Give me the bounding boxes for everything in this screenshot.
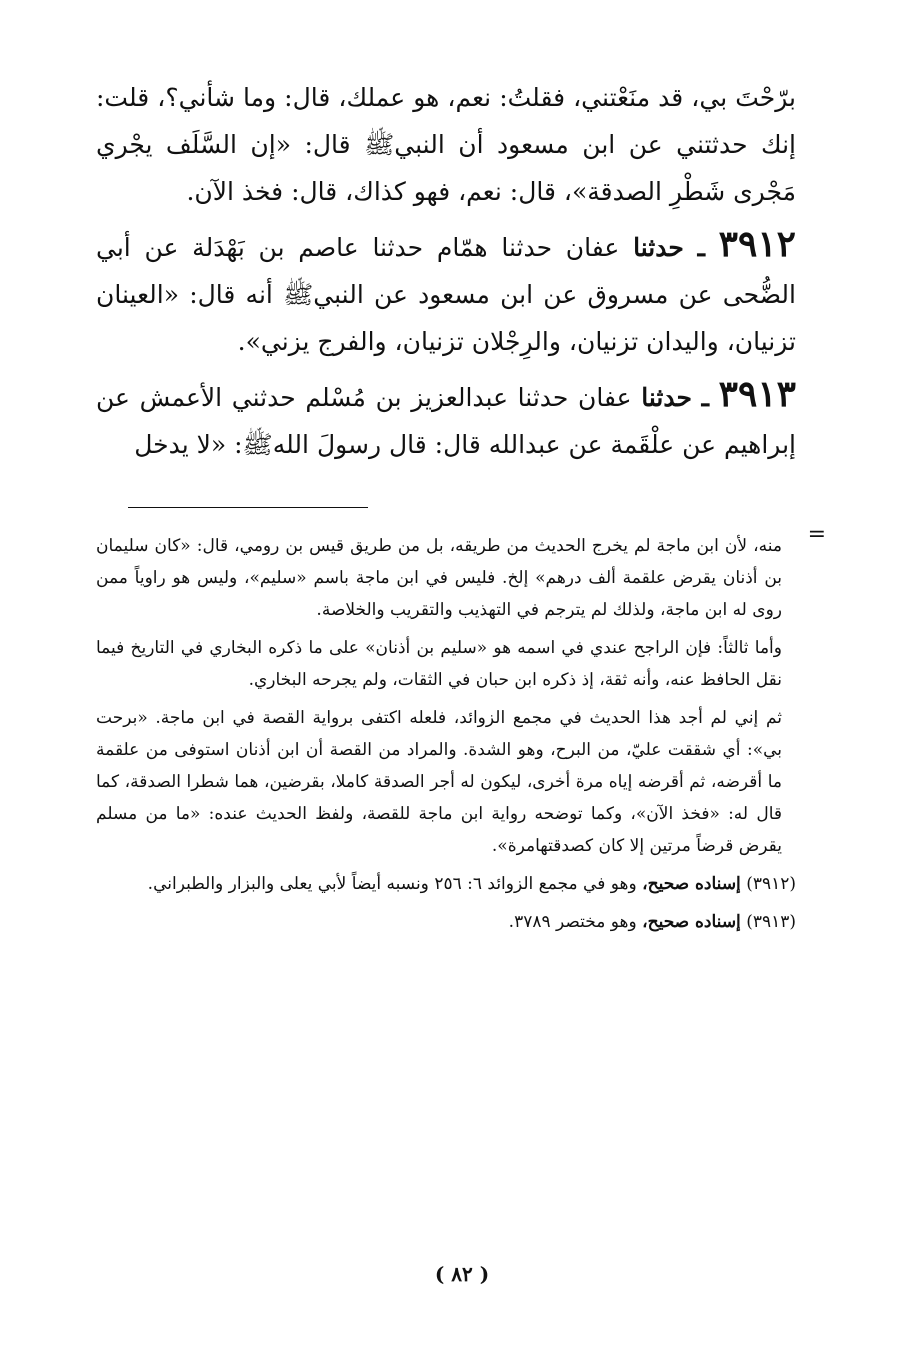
footnote-paragraph: ثم إني لم أجد هذا الحديث في مجمع الزوائد، فلعله اكتفى برواية القصة في ابن ماجة. «برحت بي»: أي شققت عليّ، من البرح، وهو الشدة. والمراد من القصة أن ابن أذنان استوفى من علقمة ما أقرضه، ثم أقرضه إياه مرة أخرى، ليكون له أجر الصدقة كاملا، بقرضين، هما شطرا الصدقة، كما قال له: «فخذ الآن»، وكما توضحه رواية ابن ماجة للقصة، ولفظ الحديث عنده: «ما من مسلم يقرض قرضاً مرتين إلا كان كصدقتهامرة». bbox=[96, 708, 782, 856]
hadith-number: ٣٩١٢ bbox=[718, 223, 796, 265]
hadith-dash: ـ bbox=[697, 233, 705, 262]
footnote-separator bbox=[128, 507, 368, 508]
footnote-text: وهو مختصر ٣٧٨٩. bbox=[508, 912, 637, 932]
paragraph-continuation: برّحْتَ بي، قد منَعْتني، فقلتُ: نعم، هو عملك، قال: وما شأني؟، قلت: إنك حدثتني عن ابن مسعود أن النبيﷺ قال: «إن السَّلَف يجْري مَجْرى شَطْرِ الصدقة»، قال: نعم، فهو كذاك، قال: فخذ الآن. bbox=[96, 83, 796, 206]
hadith-dash: ـ bbox=[701, 383, 709, 412]
footnote-text: وهو في مجمع الزوائد ٦: ٢٥٦ ونسبه أيضاً لأبي يعلى والبزار والطبراني. bbox=[147, 874, 637, 894]
footnotes bbox=[96, 530, 796, 944]
continuation-mark: = bbox=[807, 522, 826, 547]
footnote-keyword: إسناده صحيح، bbox=[642, 912, 741, 932]
footnote-ref: (٣٩١٢) bbox=[746, 874, 796, 894]
hadith-text: عفان حدثنا همّام حدثنا عاصم بن بَهْدَلة عن أبي الضُّحى عن مسروق عن ابن مسعود عن النبيﷺ أنه قال: «العينان تزنيان، واليدان تزنيان، والرِجْلان تزنيان، والفرج يزني». bbox=[96, 233, 796, 356]
hadith-keyword: حدثنا bbox=[641, 383, 692, 412]
footnote-ref: (٣٩١٣) bbox=[746, 912, 796, 932]
hadith-number: ٣٩١٣ bbox=[718, 373, 796, 415]
page-number: ( ٨٢ ) bbox=[434, 1262, 490, 1286]
footnote-3913 bbox=[96, 906, 796, 938]
hadith-3912 bbox=[96, 221, 796, 365]
main-text bbox=[96, 74, 796, 474]
footnote-paragraph: وأما ثالثاً: فإن الراجح عندي في اسمه هو «سليم بن أذنان» على ما ذكره البخاري في التاريخ فيما نقل الحافظ عنه، وأنه ثقة، إذ ذكره ابن حبان في الثقات، ولم يجرحه البخاري. bbox=[96, 638, 782, 690]
hadith-3913 bbox=[96, 371, 796, 468]
hadith-text: عفان حدثنا عبدالعزيز بن مُسْلم حدثني الأعمش عن إبراهيم عن علْقَمة عن عبدالله قال: قال رسولَ اللهﷺ: «لا يدخل bbox=[96, 383, 796, 459]
footnote-keyword: إسناده صحيح، bbox=[642, 874, 741, 894]
footnote-3912 bbox=[96, 868, 796, 900]
footnote-paragraph: منه، لأن ابن ماجة لم يخرج الحديث من طريقه، بل من طريق قيس بن رومي، قال: «كان سليمان بن أذنان يقرض علقمة ألف درهم» إلخ. فليس في ابن ماجة باسم «سليم»، وليس هو راوياً ممن روى له ابن ماجة، ولذلك لم يترجم في التهذيب والتقريب والخلاصة. bbox=[96, 536, 782, 620]
hadith-keyword: حدثنا bbox=[633, 233, 684, 262]
